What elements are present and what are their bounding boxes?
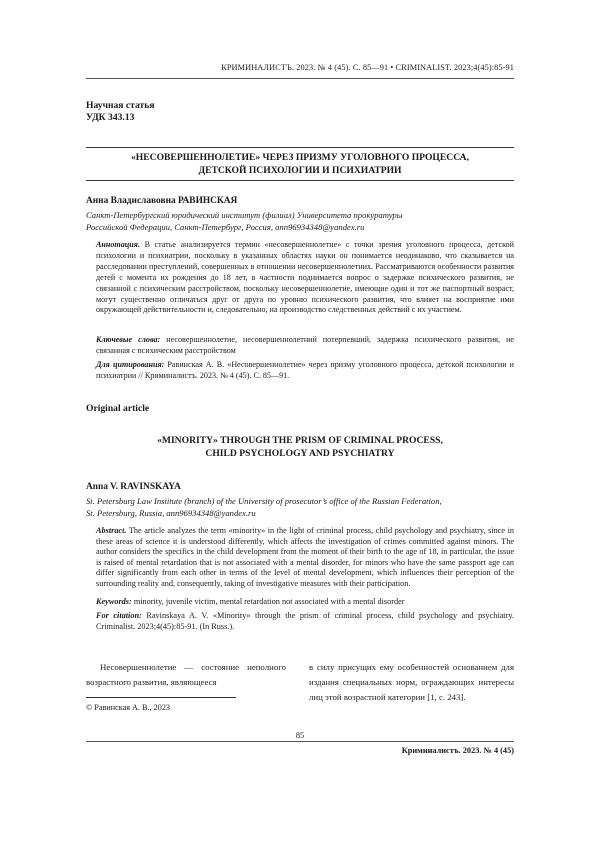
keywords-en-label: Keywords: [96,597,132,606]
author-en: Anna V. RAVINSKAYA [86,482,181,492]
journal-footer: Криминалистъ. 2023. № 4 (45) [401,746,514,755]
abstract-ru-text: В статье анализируется термин «несовершеннолетие» с точки зрения уголовного процесса, детской психологии и психиатрии, поскольку в указанных областях науки он понимается неодинаково, что сказывается на расследовании преступлений, совершенных в отношении несовершеннолетних. Рассматриваются особенности развития детей с момента их рождения до 18 лет, в частности поднимается вопрос о задержке психического развития, не связанной с психическим расстройством, поскольку несовершеннолетие, имеющие один и тот же паспортный возраст, могут существенно отличаться друг от друга по уровню психического развития, что влияет на восприятие ими окружающей действительности и, следовательно, на производство следственных действий с их участием. [96,240,514,315]
citation-en-label: For citation: [96,611,142,620]
title-ru-line-2: ДЕТСКОЙ ПСИХОЛОГИИ И ПСИХИАТРИИ [198,165,402,176]
keywords-en-text: minority, juvenile victim, mental retardation not associated with a mental disorder [131,597,405,606]
affiliation-ru [86,210,514,233]
affiliation-en-line-1: St. Petersburg Law Institute (branch) of the University of prosecutor’s office of the Russian Federation, [86,496,442,506]
title-ru-line-1: «НЕСОВЕРШЕННОЛЕТИЕ» ЧЕРЕЗ ПРИЗМУ УГОЛОВНОГО ПРОЦЕССА, [130,152,470,163]
title-en-line-1: «MINORITY» THROUGH THE PRISM OF CRIMINAL PROCESS, [157,435,443,446]
abstract-ru [86,240,514,316]
affiliation-ru-line-1: Санкт-Петербургский юридический институт (филиал) Университета прокуратуры [86,210,403,220]
footnote-divider [86,697,236,698]
article-type-ru: Научная статья [86,100,155,111]
keywords-ru [86,335,514,357]
affiliation-en-line-2: St. Petersburg, Russia, ann96934348@yandex.ru [86,507,256,518]
keywords-en [86,597,514,608]
keywords-ru-label: Ключевые слова: [96,335,161,344]
citation-en [86,611,514,632]
running-head: КРИМИНАЛИСТЪ. 2023. № 4 (45). С. 85—91 • CRIMINALIST. 2023;4(45):85-91 [221,63,514,72]
article-type-en: Original article [86,403,150,414]
abstract-en-text: The article analyzes the term «minority» in the light of criminal process, child psychology and psychiatry, since in these areas of science it is understood differently, which affects the investigation of crimes committed against minors. The author considers the specifics in the child development from the moment of their birth to the age of 18, in particular, the issue is raised of mental retardation that is not associated with a mental disorder, for minors who have the same passport age can differ significantly from each other in terms of the level of mental development, which influences their perception of the surrounding reality and, consequently, taking of investigative measures with their participation. [96,526,514,588]
header-divider [86,78,514,79]
citation-ru-label: Для цитирования: [96,360,165,369]
author-ru-surname: РАВИНСКАЯ [178,196,238,206]
title-en [86,431,514,463]
title-en-line-2: CHILD PSYCHOLOGY AND PSYCHIATRY [205,448,395,459]
body-column-left: Несовершеннолетие — состояние неполного возрастного развития, являющееся [86,662,286,688]
page-number: 85 [295,731,305,740]
udk-code: УДК 343.13 [86,112,135,123]
affiliation-en [86,496,514,519]
abstract-en-label: Abstract. [96,526,127,535]
article-page [86,0,514,848]
abstract-en [86,526,514,590]
citation-ru [86,360,514,382]
citation-ru-text: Равинская А. В. «Несовершеннолетие» через призму уголовного процесса, детской психологии и психиатрии // Криминалистъ. 2023. № 4 (45). С. 85—91. [96,360,514,380]
footer-divider [86,741,514,742]
title-ru [86,147,514,181]
body-column-right: в силу присущих ему особенностей основанием для издания специальных норм, ограждающих интересы лиц этой возрастной категории [1, с. 243]. [309,662,514,703]
author-ru-name: Анна Владиславовна [86,196,179,206]
copyright-notice: © Равинская А. В., 2023 [86,703,171,712]
keywords-ru-text: несовершеннолетие, несовершеннолетний потерпевший, задержка психического развития, не связанная с психическим расстройством [96,335,514,355]
affiliation-ru-line-2: Российской Федерации, Санкт-Петербург, Россия, ann96934348@yandex.ru [86,221,365,232]
author-ru [86,196,237,206]
citation-en-text: Ravinskaya A. V. «Minority» through the prism of criminal process, child psychology and psychiatry. Criminalist. 2023;4(45):85-91. (In Russ.). [96,611,514,631]
abstract-ru-label: Аннотация. [96,240,140,249]
